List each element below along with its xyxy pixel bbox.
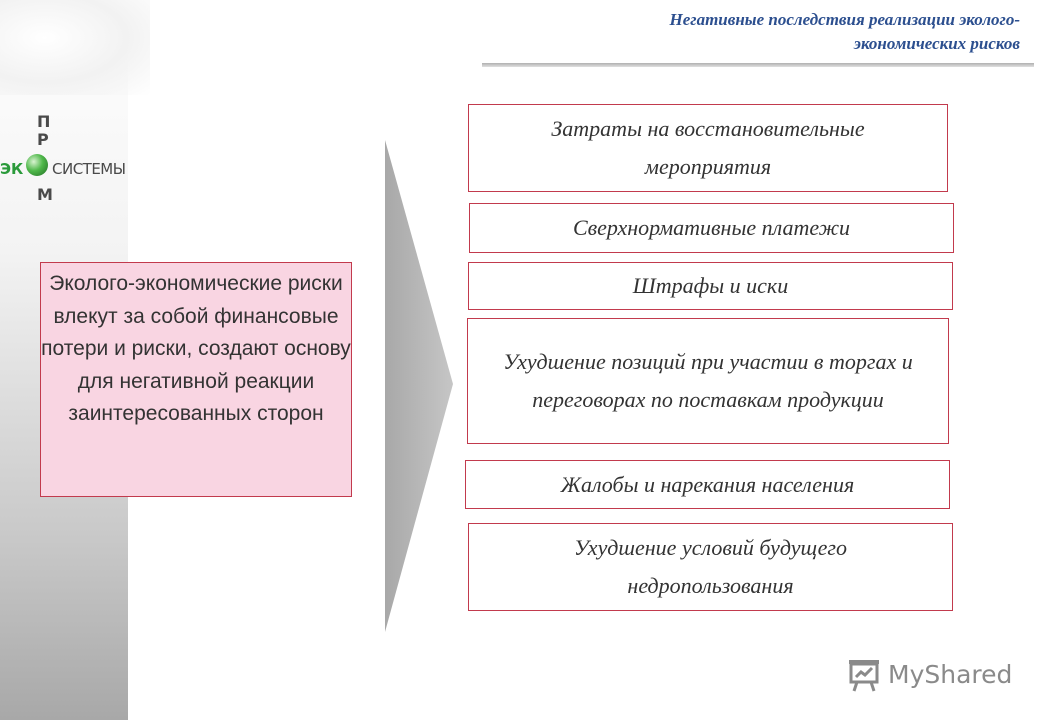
title-line-1: Негативные последствия реализации эколого- (669, 10, 1020, 29)
consequence-fines-and-claims: Штрафы и иски (468, 262, 953, 310)
logo-letter-r: Р (37, 130, 49, 149)
title-line-2: экономических рисков (853, 34, 1020, 53)
consequence-trade-positions: Ухудшение позиций при участии в торгах и переговорах по поставкам продукции (467, 318, 949, 444)
presentation-board-icon (846, 658, 882, 692)
slide-title (500, 8, 1020, 56)
consequence-excess-payments: Сверхнормативные платежи (469, 203, 954, 253)
title-underline (482, 63, 1034, 67)
logo-sistemy-text: СИСТЕМЫ (52, 160, 126, 178)
corner-highlight (0, 0, 150, 95)
watermark-text: MyShared (888, 660, 1013, 689)
globe-icon (26, 154, 48, 176)
consequence-future-subsoil-use: Ухудшение условий будущего недропользования (468, 523, 953, 611)
promeko-logo (0, 110, 125, 205)
logo-letter-p: П (37, 112, 51, 131)
logo-letter-m: М (37, 185, 53, 204)
consequence-public-complaints: Жалобы и нарекания населения (465, 460, 950, 509)
chevron-arrow-icon (385, 140, 455, 632)
myshared-watermark (846, 656, 1016, 696)
consequence-restoration-costs: Затраты на восстановительные мероприятия (468, 104, 948, 192)
main-statement-text: Эколого-экономические риски влекут за собой финансовые потери и риски, создают основу для негативной реакции заинтересованных сторон (41, 272, 351, 425)
logo-ek-text: ЭК (0, 160, 24, 178)
